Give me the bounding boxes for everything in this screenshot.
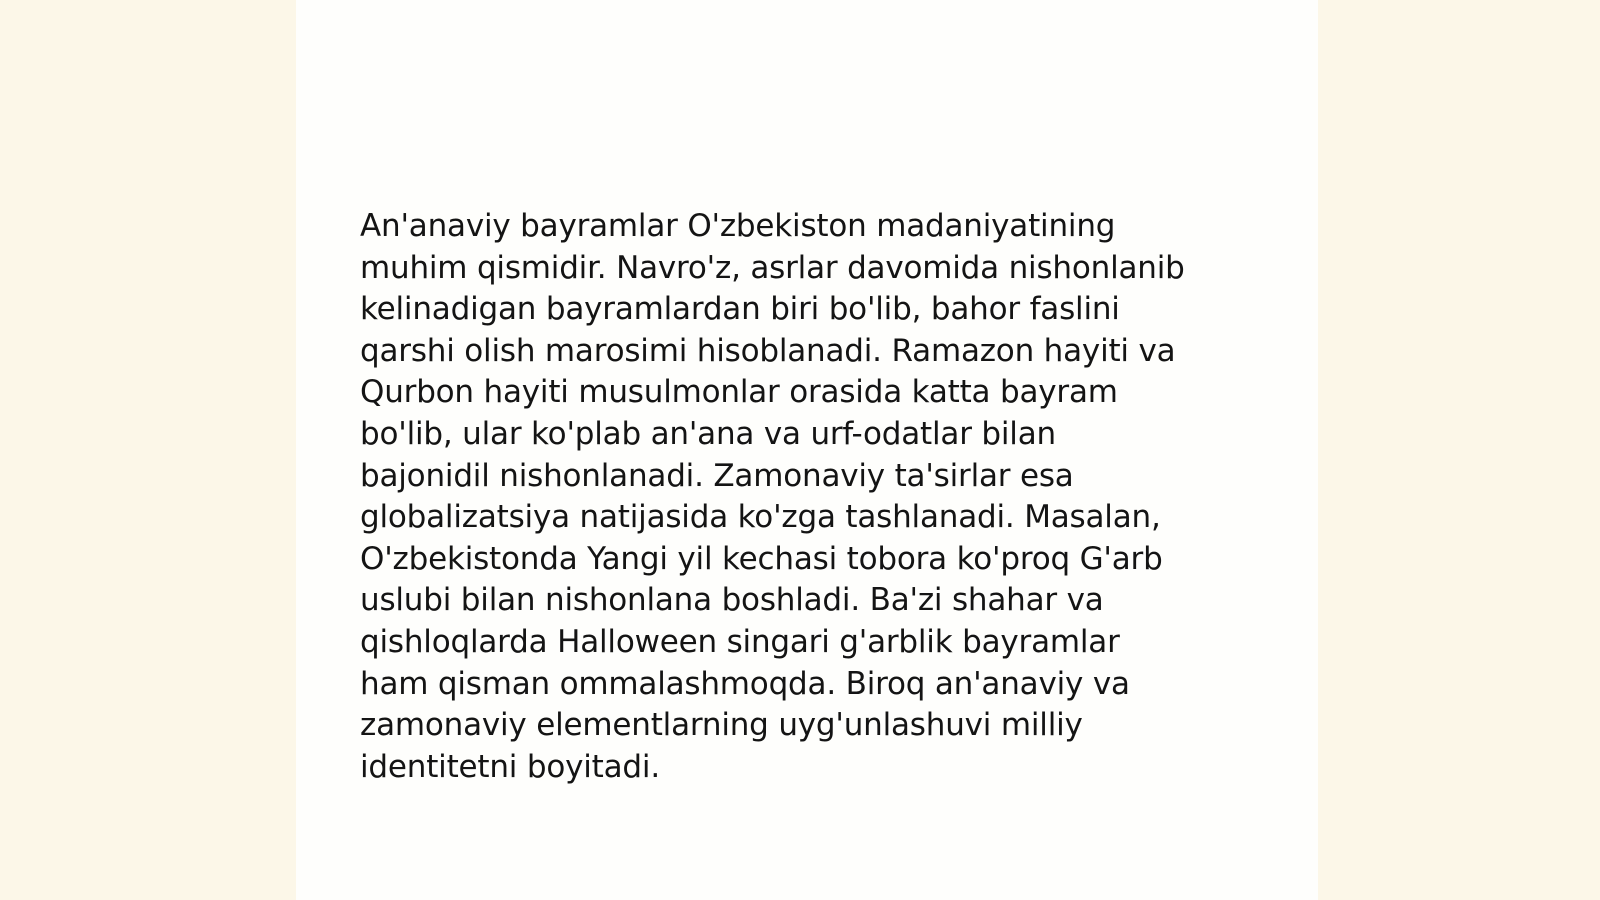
body-paragraph: An'anaviy bayramlar O'zbekiston madaniyatining muhim qismidir. Navro'z, asrlar davomida nishonlanib kelinadigan bayramlardan biri bo'lib, bahor faslini qarshi olish marosimi hisoblanadi. Ramazon hayiti va Qurbon hayiti musulmonlar orasida katta bayram bo'lib, ular ko'plab an'ana va urf-odatlar bilan bajonidil nishonlanadi. Zamonaviy ta'sirlar esa globalizatsiya natijasida ko'zga tashlanadi. Masalan, O'zbekistonda Yangi yil kechasi tobora ko'proq G'arb uslubi bilan nishonlana boshladi. Ba'zi shahar va qishloqlarda Halloween singari g'arblik bayramlar ham qisman ommalashmoqda. Biroq an'anaviy va zamonaviy elementlarning uyg'unlashuvi milliy identitetni boyitadi.: [360, 208, 1185, 785]
document-page: [296, 0, 1318, 900]
